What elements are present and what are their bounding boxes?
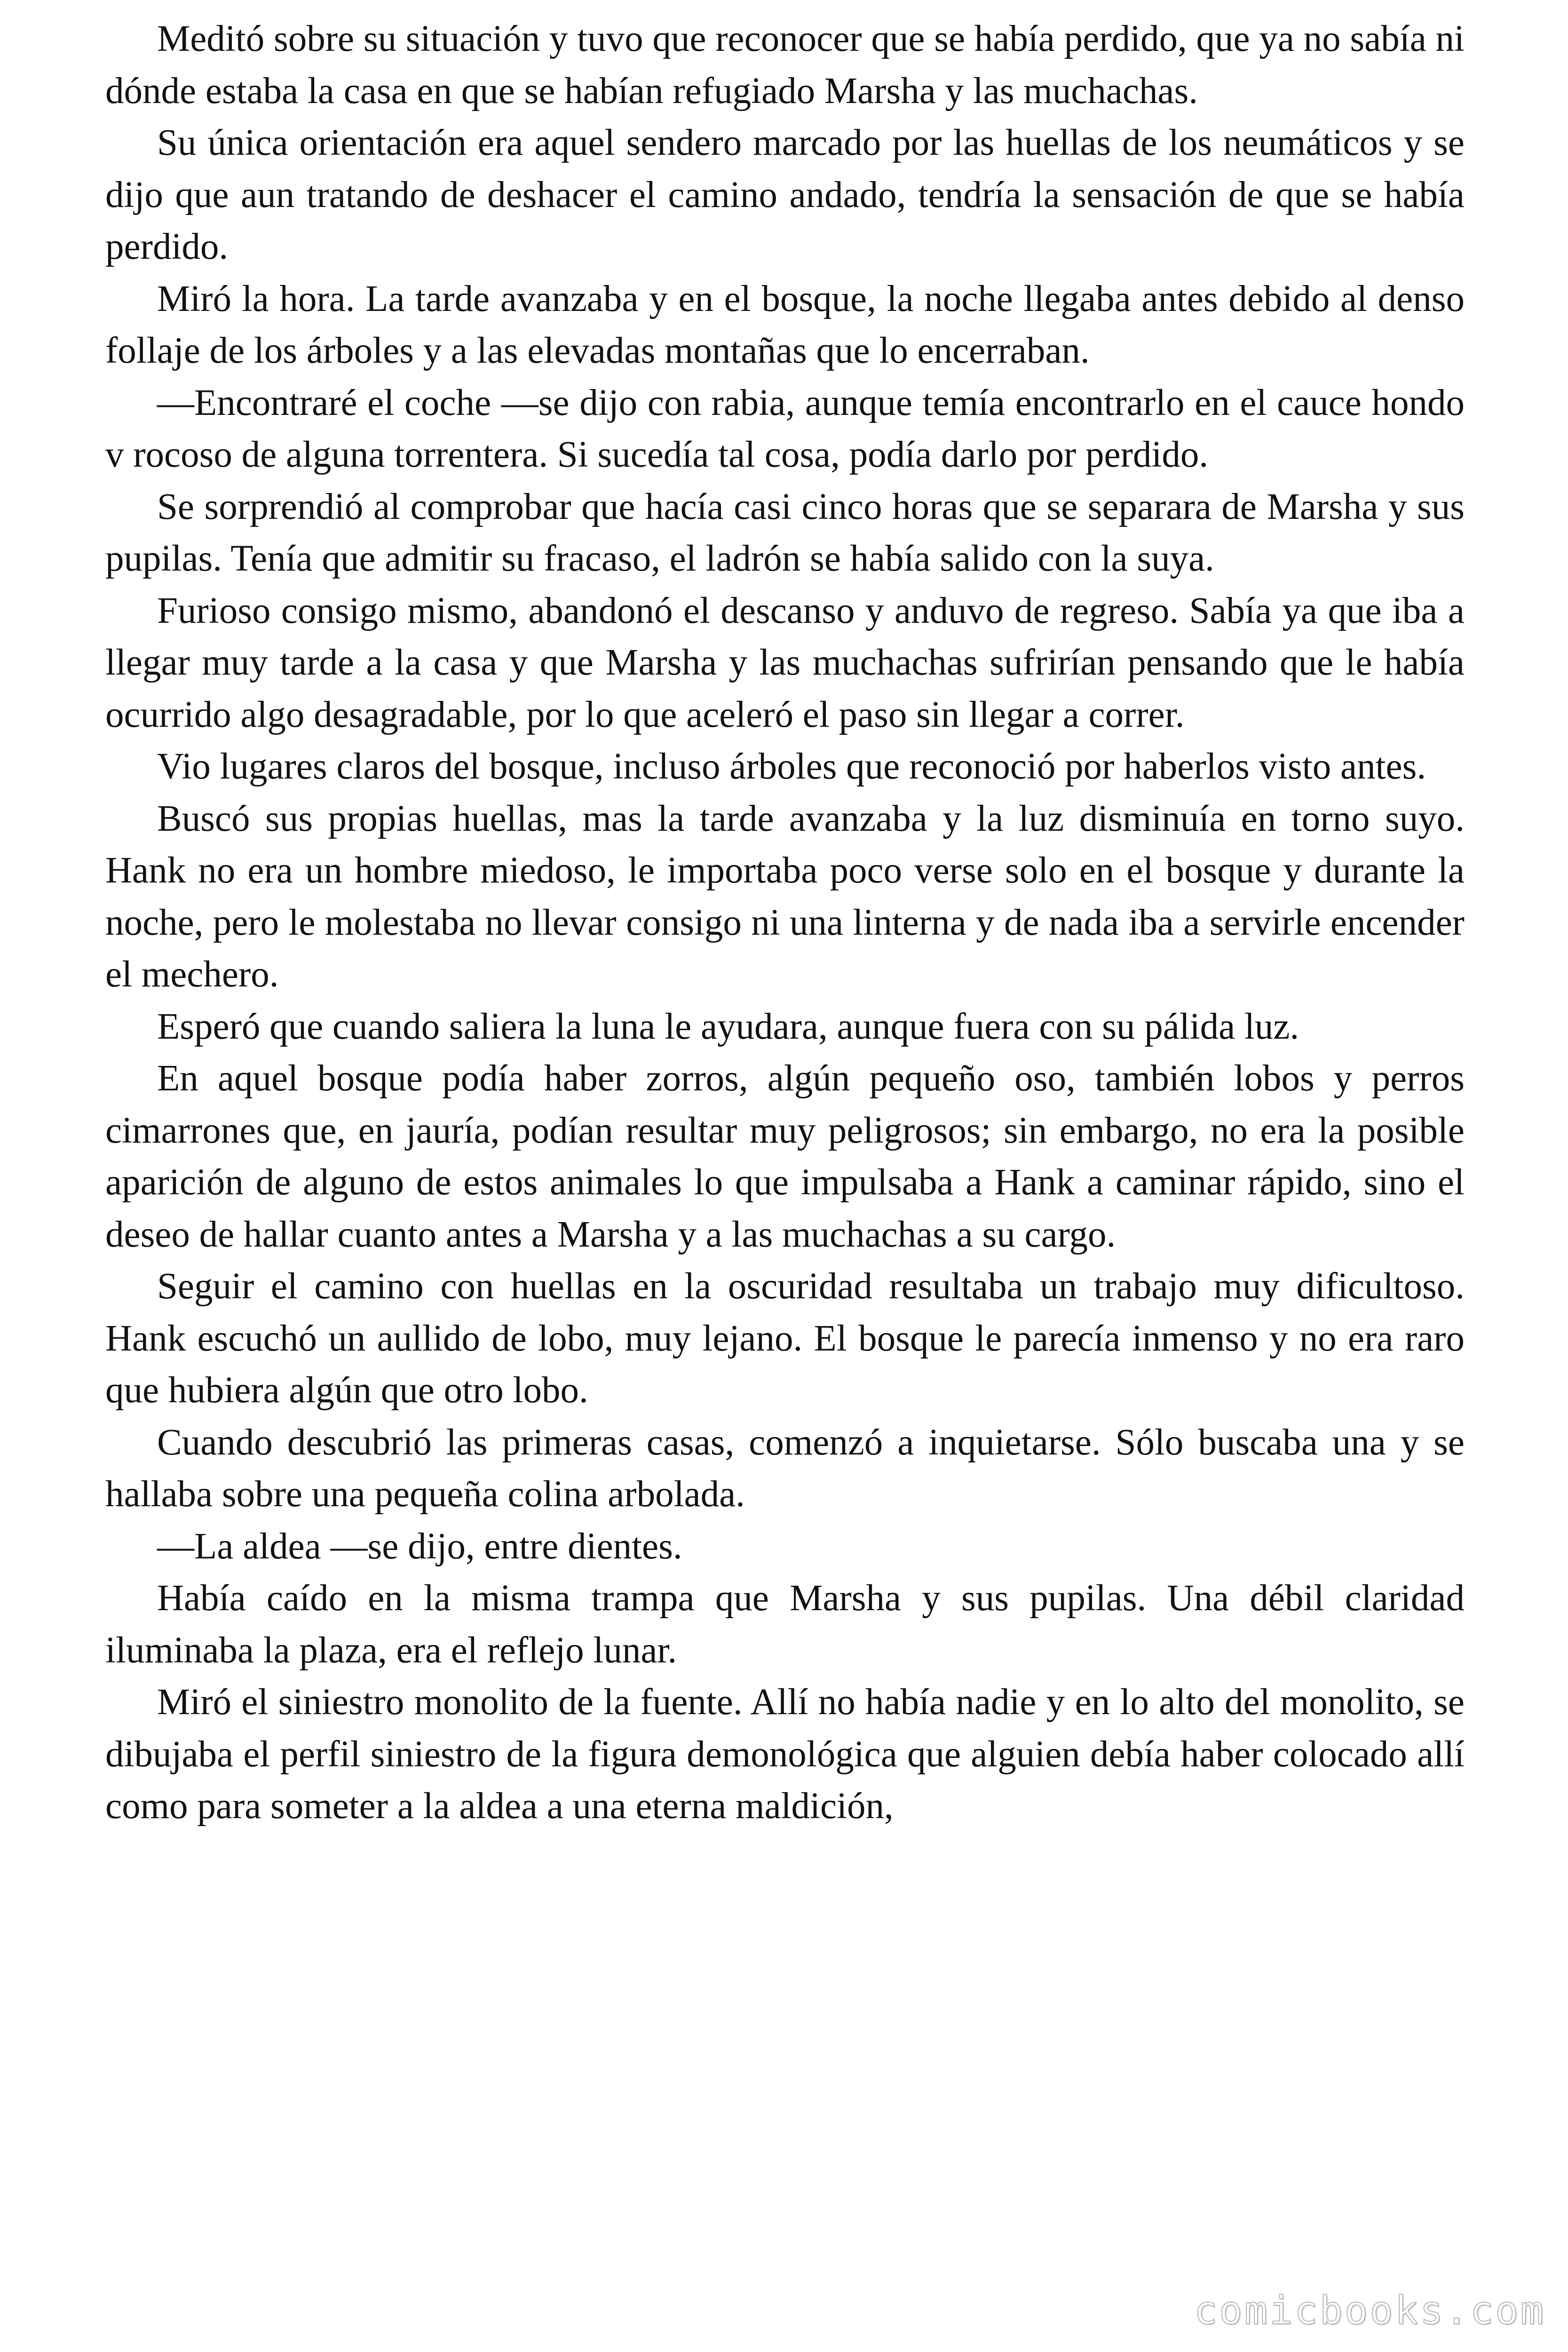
paragraph: Se sorprendió al comprobar que hacía casi cinco horas que se separara de Marsha y sus pupilas. Tenía que admitir su fracaso, el ladrón se había salido con la suya. <box>105 486 1465 579</box>
paragraph: Vio lugares claros del bosque, incluso árboles que reconoció por haberlos visto antes. <box>157 746 1426 787</box>
paragraph: —La aldea —se dijo, entre dientes. <box>157 1526 682 1567</box>
paragraph: Había caído en la misma trampa que Marsha y sus pupilas. Una débil claridad iluminaba la plaza, era el reflejo lunar. <box>105 1578 1465 1671</box>
paragraph: Furioso consigo mismo, abandonó el descanso y anduvo de regreso. Sabía ya que iba a llegar muy tarde a la casa y que Marsha y las muchachas sufrirían pensando que le había ocurrido algo desagradable, por lo que aceleró el paso sin llegar a correr. <box>105 590 1465 735</box>
paragraph: En aquel bosque podía haber zorros, algún pequeño oso, también lobos y perros cimarrones que, en jauría, podían resultar muy peligrosos; sin embargo, no era la posible aparición de alguno de estos animales lo que impulsaba a Hank a caminar rápido, sino el deseo de hallar cuanto antes a Marsha y a las muchachas a su cargo. <box>105 1058 1465 1255</box>
paragraph: Seguir el camino con huellas en la oscuridad resultaba un trabajo muy dificultoso. Hank escuchó un aullido de lobo, muy lejano. El bosque le parecía inmenso y no era raro que hubiera algún que otro lobo. <box>105 1266 1465 1411</box>
paragraph: Meditó sobre su situación y tuvo que reconocer que se había perdido, que ya no sabía ni dónde estaba la casa en que se habían refugiado Marsha y las muchachas. <box>105 18 1465 111</box>
paragraph: Su única orientación era aquel sendero marcado por las huellas de los neumáticos y se dijo que aun tratando de deshacer el camino andado, tendría la sensación de que se había perdido. <box>105 122 1465 267</box>
paragraph: Esperó que cuando saliera la luna le ayudara, aunque fuera con su pálida luz. <box>157 1006 1299 1047</box>
paragraph: Miró el siniestro monolito de la fuente. Allí no había nadie y en lo alto del monolito, se dibujaba el perfil siniestro de la figura demonológica que alguien debía haber colocado allí como para someter a la aldea a una eterna maldición, <box>105 1682 1465 1827</box>
paragraph: Buscó sus propias huellas, mas la tarde avanzaba y la luz disminuía en torno suyo. Hank no era un hombre miedoso, le importaba poco verse solo en el bosque y durante la noche, pero le molestaba no llevar consigo ni una linterna y de nada iba a servirle encender el mechero. <box>105 798 1465 995</box>
paragraph: Miró la hora. La tarde avanzaba y en el bosque, la noche llegaba antes debido al denso follaje de los árboles y a las elevadas montañas que lo encerraban. <box>105 278 1465 371</box>
watermark: comicbooks.com <box>1194 2288 1545 2333</box>
paragraph: Cuando descubrió las primeras casas, comenzó a inquietarse. Sólo buscaba una y se hallaba sobre una pequeña colina arbolada. <box>105 1422 1465 1515</box>
page-body <box>105 13 1465 1833</box>
paragraph: —Encontraré el coche —se dijo con rabia, aunque temía encontrarlo en el cauce hondo v rocoso de alguna torrentera. Si sucedía tal cosa, podía darlo por perdido. <box>105 382 1465 475</box>
